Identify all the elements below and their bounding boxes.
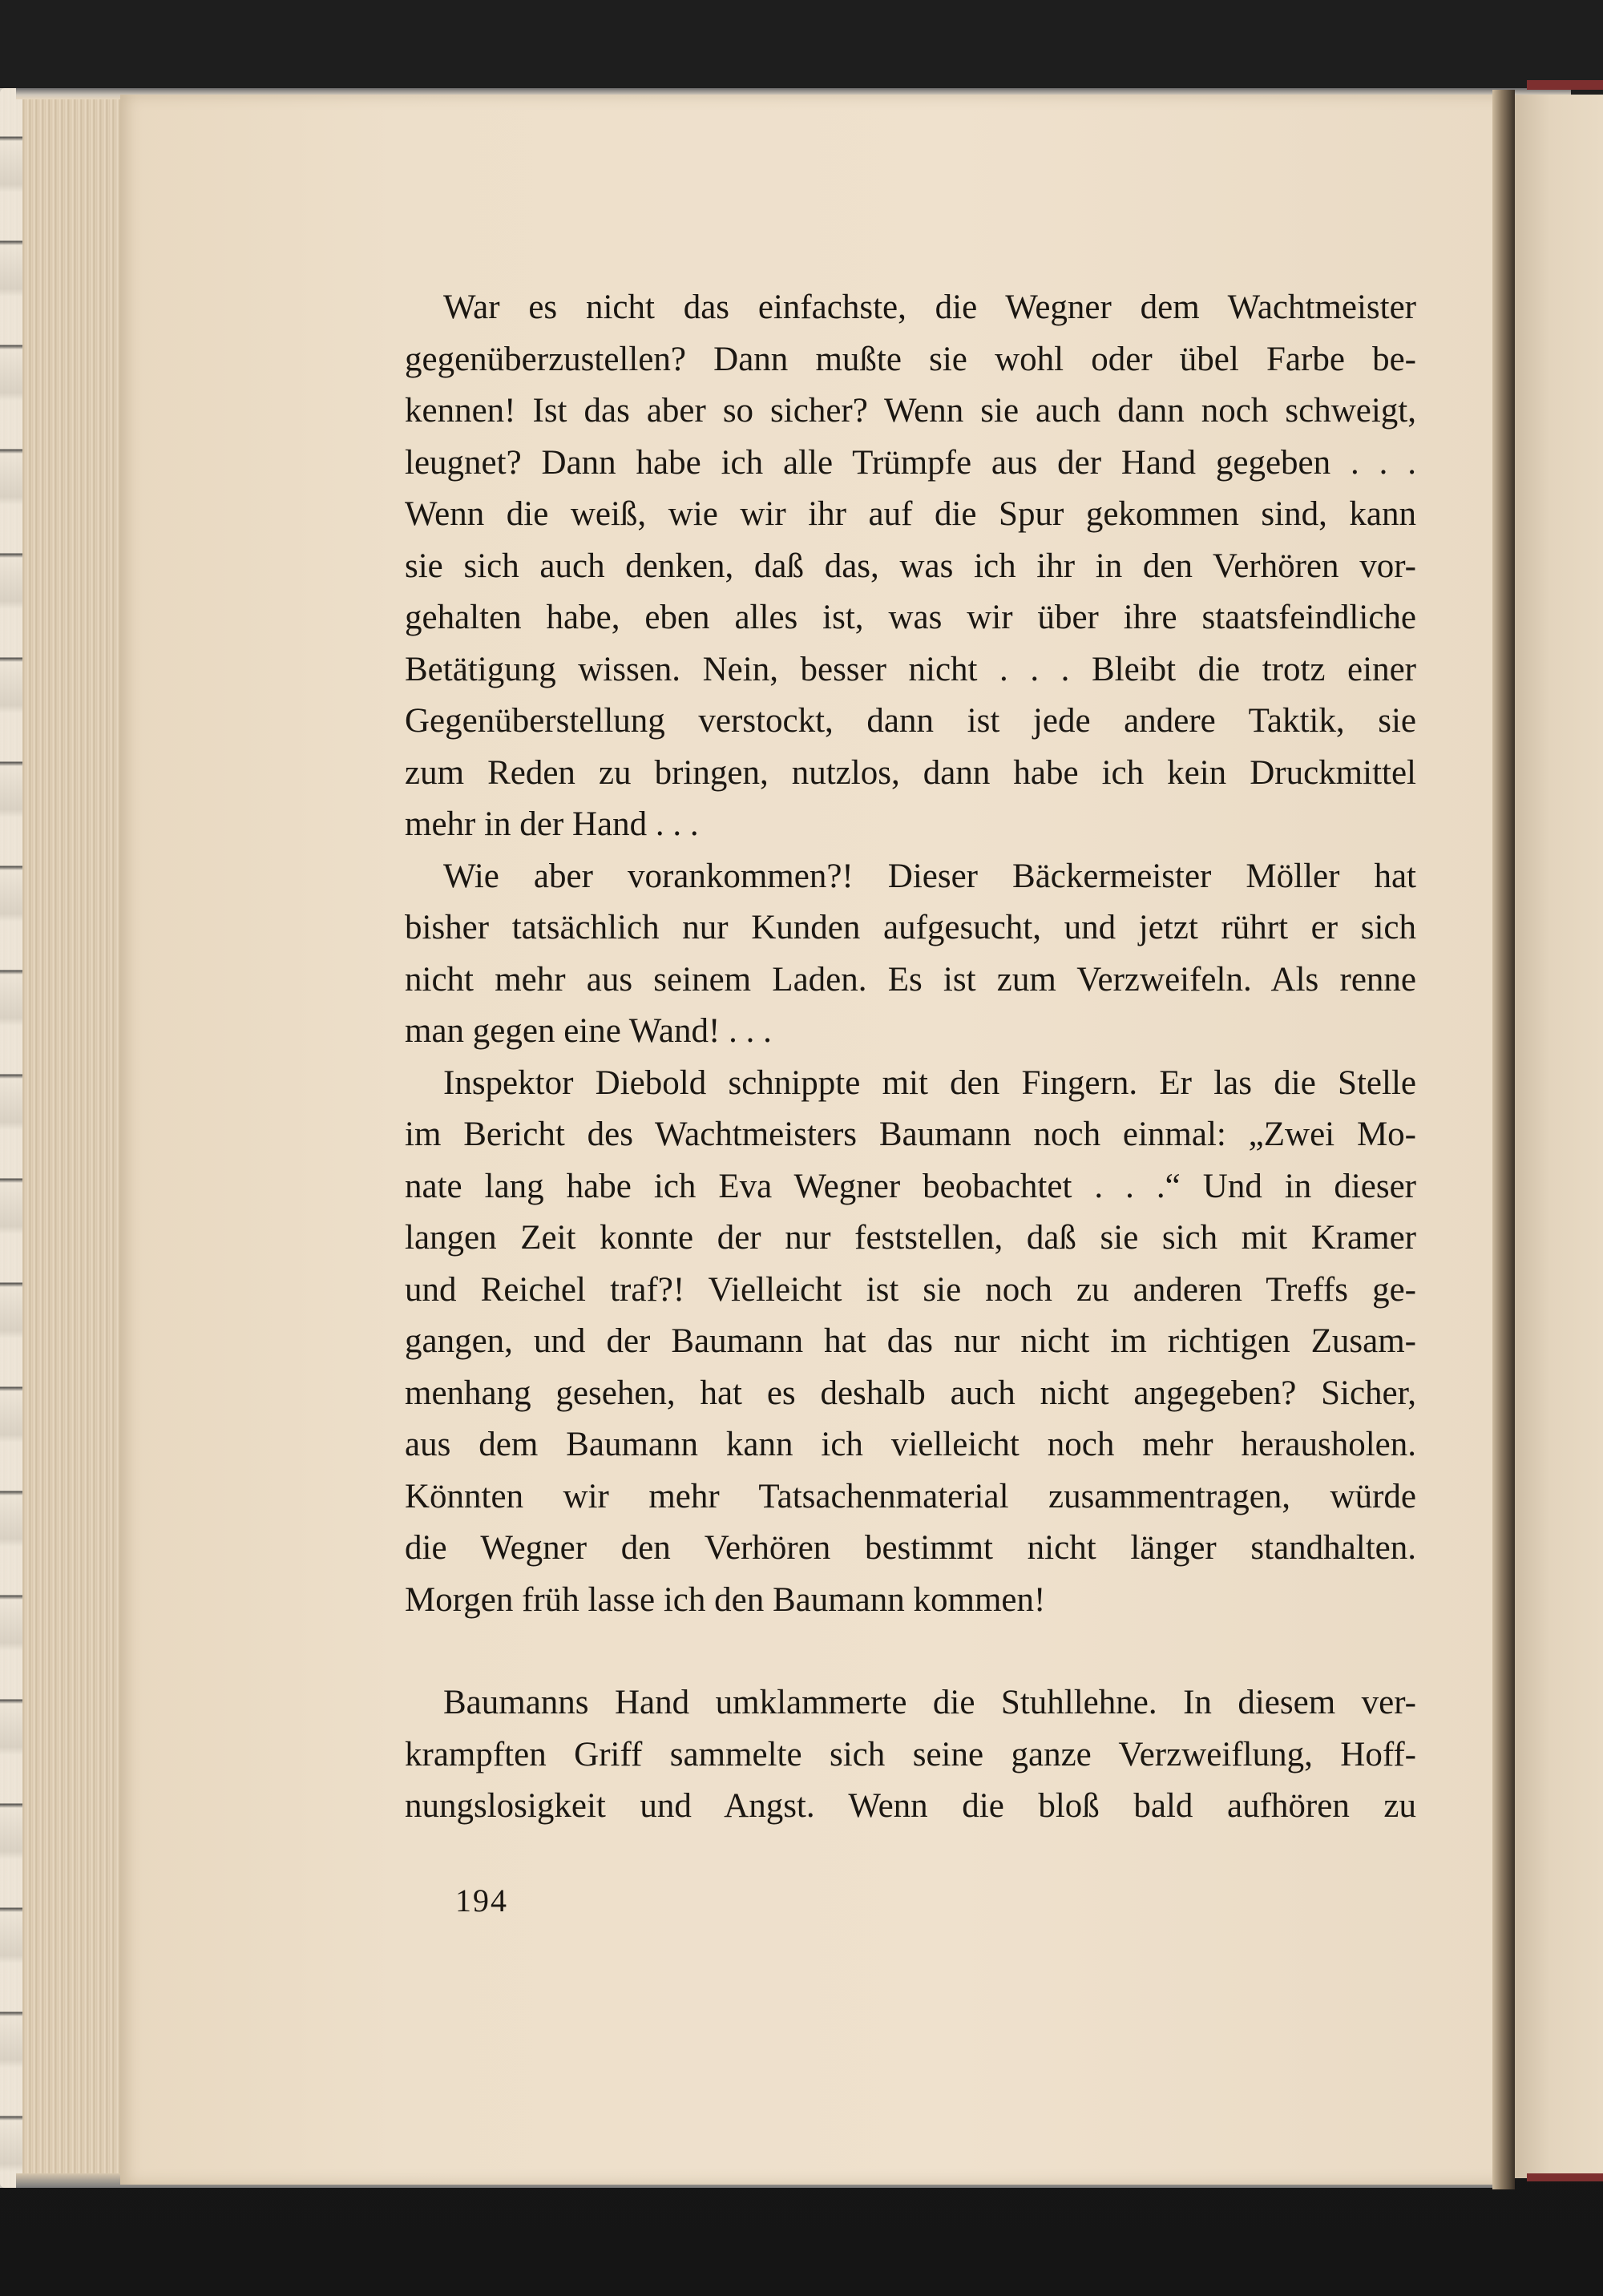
page-number: 194 [455, 1882, 508, 1919]
paragraph [405, 1677, 1416, 1833]
text-line: man gegen eine Wand! . . . [405, 1012, 772, 1050]
text-line: mehr in der Hand . . . [405, 805, 699, 843]
text-line: Inspektor Diebold schnippte mit den Fingern. Er las die Stelle [443, 1063, 1416, 1102]
paragraph [405, 851, 1416, 1058]
section-break [405, 1626, 1416, 1677]
text-line: nate lang habe ich Eva Wegner beobachtet . . .“ Und in dieser [405, 1167, 1416, 1205]
paragraph [405, 282, 1416, 851]
text-line: sie sich auch denken, daß das, was ich ihr in den Verhören vor- [405, 547, 1416, 585]
text-line: Betätigung wissen. Nein, besser nicht . . . Bleibt die trotz einer [405, 650, 1416, 688]
text-line: Wie aber vorankommen?! Dieser Bäckermeister Möller hat [443, 857, 1416, 895]
text-line: Könnten wir mehr Tatsachenmaterial zusammentragen, würde [405, 1477, 1416, 1515]
page-fore-edge [0, 88, 22, 2188]
text-line: nungslosigkeit und Angst. Wenn die bloß bald aufhören zu [405, 1787, 1416, 1825]
facing-page [1515, 95, 1603, 2178]
text-line: Gegenüberstellung verstockt, dann ist jede andere Taktik, sie [405, 702, 1416, 740]
text-line: und Reichel traf?! Vielleicht ist sie noch zu anderen Treffs ge- [405, 1270, 1416, 1309]
text-line: leugnet? Dann habe ich alle Trümpfe aus der Hand gegeben . . . [405, 443, 1416, 482]
text-line: gangen, und der Baumann hat das nur nicht im richtigen Zusam- [405, 1322, 1416, 1360]
text-line: gegenüberzustellen? Dann mußte sie wohl oder übel Farbe be- [405, 340, 1416, 378]
red-tailband [1527, 2173, 1603, 2181]
body-text [405, 282, 1416, 1833]
text-line: krampften Griff sammelte sich seine ganze Verzweiflung, Hoff- [405, 1735, 1416, 1773]
text-line: im Bericht des Wachtmeisters Baumann noch einmal: „Zwei Mo- [405, 1116, 1416, 1153]
text-line: gehalten habe, eben alles ist, was wir über ihre staatsfeindliche [405, 599, 1416, 636]
text-line: langen Zeit konnte der nur feststellen, daß sie sich mit Kramer [405, 1219, 1416, 1257]
text-line: die Wegner den Verhören bestimmt nicht länger standhalten. [405, 1529, 1416, 1567]
text-line: kennen! Ist das aber so sicher? Wenn sie auch dann noch schweigt, [405, 392, 1416, 430]
text-line: War es nicht das einfachste, die Wegner dem Wachtmeister [443, 289, 1416, 326]
paragraph [405, 1058, 1416, 1627]
text-line: bisher tatsächlich nur Kunden aufgesucht, und jetzt rührt er sich [405, 909, 1416, 946]
text-line: zum Reden zu bringen, nutzlos, dann habe ich kein Druckmittel [405, 753, 1416, 792]
text-line: menhang gesehen, hat es deshalb auch nicht angegeben? Sicher, [405, 1374, 1416, 1412]
text-line: nicht mehr aus seinem Laden. Es ist zum Verzweifeln. Als renne [405, 960, 1416, 999]
text-line: Morgen früh lasse ich den Baumann kommen! [405, 1580, 1046, 1619]
text-line: Baumanns Hand umklammerte die Stuhllehne. In diesem ver- [443, 1684, 1416, 1721]
text-line: Wenn die weiß, wie wir ihr auf die Spur gekommen sind, kann [405, 495, 1416, 533]
book-gutter [1492, 90, 1515, 2189]
red-headband [1527, 80, 1603, 90]
text-line: aus dem Baumann kann ich vielleicht noch mehr herausholen. [405, 1426, 1416, 1463]
